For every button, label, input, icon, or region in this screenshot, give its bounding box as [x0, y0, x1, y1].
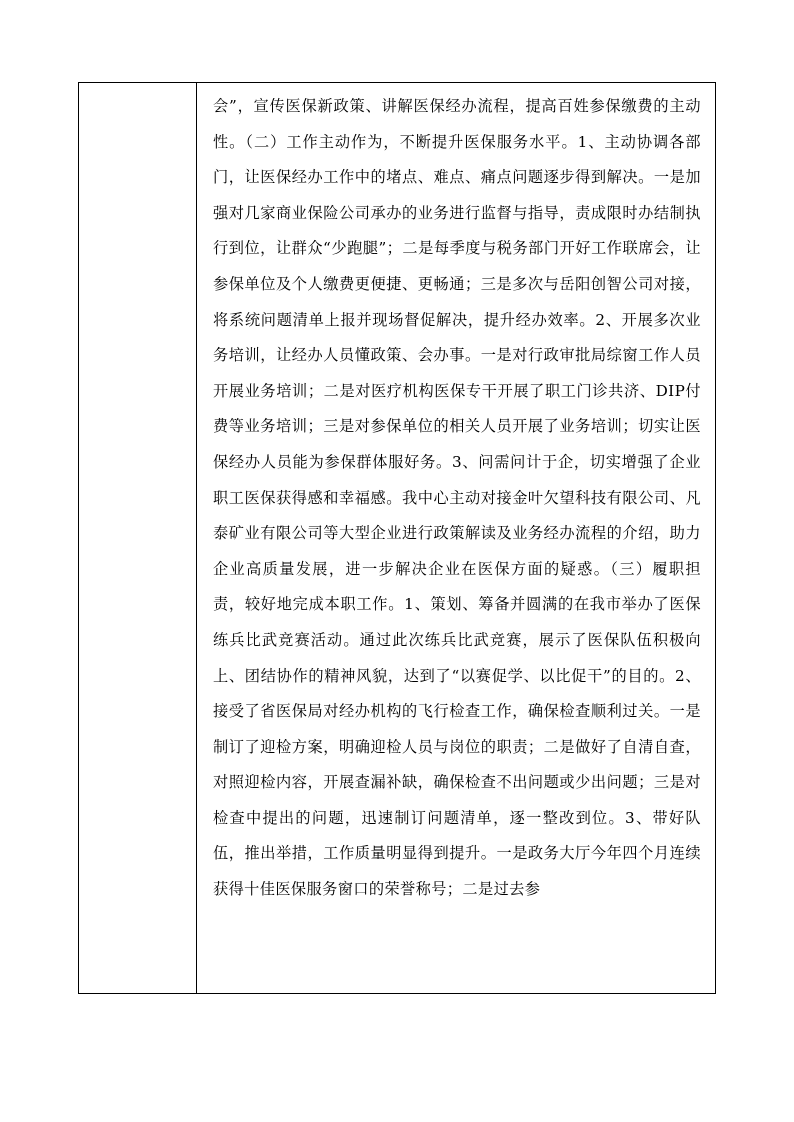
report-body-paragraph: 会”，宣传医保新政策、讲解医保经办流程，提高百姓参保缴费的主动性。（二）工作主动作为，不断提升医保服务水平。1、主动协调各部门，让医保经办工作中的堵点、难点、痛点问题逐步得到解决。一是加强对几家商业保险公司承办的业务进行监督与指导，责成限时办结制执行到位，让群众“少跑腿”；二是每季度与税务部门开好工作联席会，让参保单位及个人缴费更便捷、更畅通；三是多次与岳阳创智公司对接，将系统问题清单上报并现场督促解决，提升经办效率。2、开展多次业务培训，让经办人员懂政策、会办事。一是对行政审批局综窗工作人员开展业务培训；二是对医疗机构医保专干开展了职工门诊共济、DIP付费等业务培训；三是对参保单位的相关人员开展了业务培训；切实让医保经办人员能为参保群体服好务。3、问需问计于企，切实增强了企业职工医保获得感和幸福感。我中心主动对接金叶欠望科技有限公司、凡泰矿业有限公司等大型企业进行政策解读及业务经办流程的介绍，助力企业高质量发展，进一步解决企业在医保方面的疑惑。（三）履职担责，较好地完成本职工作。1、策划、筹备并圆满的在我市举办了医保练兵比武竞赛活动。通过此次练兵比武竞赛，展示了医保队伍积极向上、团结协作的精神风貌，达到了“以赛促学、以比促干”的目的。2、接受了省医保局对经办机构的飞行检查工作，确保检查顺利过关。一是制订了迎检方案，明确迎检人员与岗位的职责；二是做好了自清自查，对照迎检内容，开展查漏补缺，确保检查不出问题或少出问题；三是对检查中提出的问题，迅速制订问题清单，逐一整改到位。3、带好队伍，推出举措，工作质量明显得到提升。一是政务大厅今年四个月连续获得十佳医保服务窗口的荣誉称号；二是过去参: [213, 97, 701, 899]
table-content-column: [197, 83, 715, 993]
content-table: [78, 82, 716, 994]
table-label-text: [79, 83, 196, 93]
table-label-column: [79, 83, 197, 993]
